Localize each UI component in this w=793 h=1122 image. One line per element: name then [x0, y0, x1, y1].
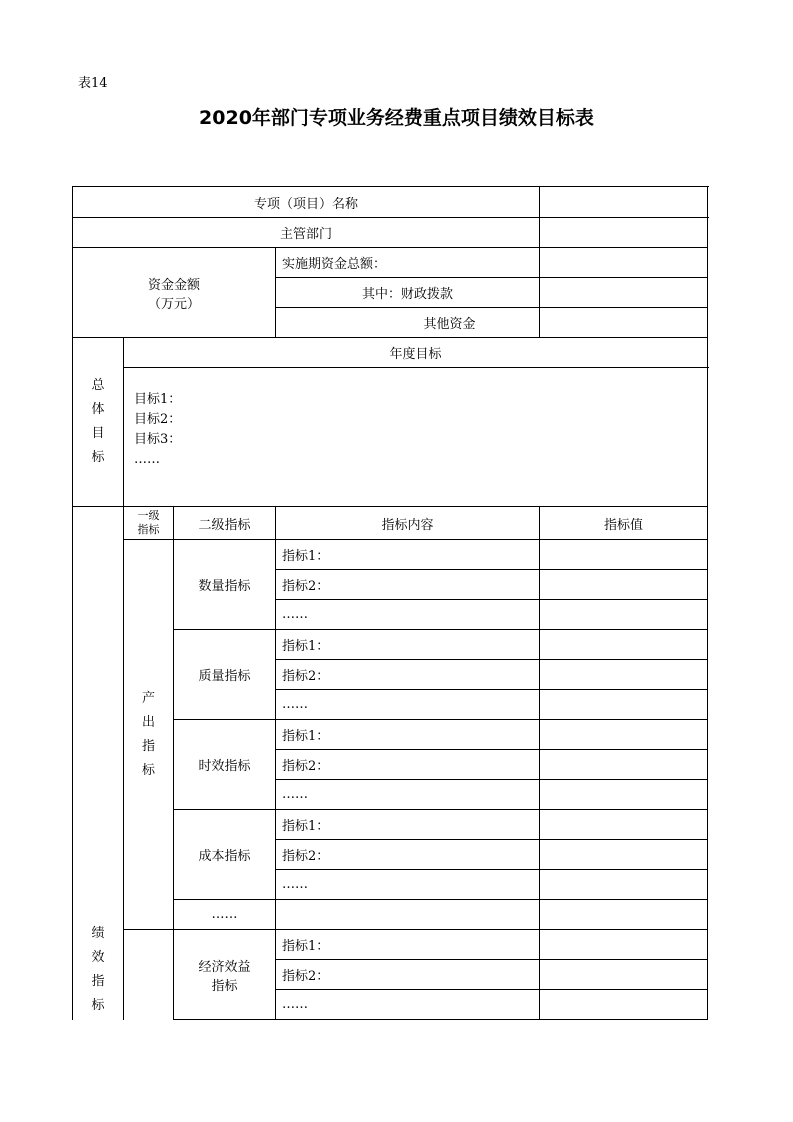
indicator-value-cell[interactable] — [540, 990, 708, 1020]
funding-fiscal-label: 其中：财政拨款 — [276, 278, 540, 308]
output-more-label: …… — [174, 900, 276, 930]
annual-goal-content[interactable] — [124, 368, 708, 507]
perf-label-char: 指 — [91, 973, 105, 989]
funding-label-line2: （万元） — [147, 296, 200, 312]
performance-target-table — [72, 186, 708, 1020]
indicator-value-cell[interactable] — [540, 630, 708, 660]
row-funding-total — [73, 248, 708, 278]
level1-header-line2: 指标 — [137, 523, 160, 536]
indicator-content-cell[interactable]: 指标2： — [276, 960, 540, 990]
indicator-value-cell[interactable] — [540, 600, 708, 630]
goal-line: 目标2： — [134, 412, 182, 427]
indicator-value-cell[interactable] — [540, 870, 708, 900]
document-title: 2020年部门专项业务经费重点项目绩效目标表 — [199, 107, 594, 129]
funding-other-value[interactable] — [540, 308, 708, 338]
indicator-content-cell[interactable]: …… — [276, 870, 540, 900]
funding-other-label: 其他资金 — [276, 308, 540, 338]
indicator-content-cell[interactable]: 指标1： — [276, 810, 540, 840]
project-name-label: 专项（项目）名称 — [73, 187, 540, 218]
indicator-content-cell[interactable]: 指标1： — [276, 930, 540, 960]
annual-goal-header: 年度目标 — [124, 338, 708, 368]
quantity-indicator-label: 数量指标 — [174, 540, 276, 630]
row-department — [73, 218, 708, 248]
goal-line: 目标1： — [134, 392, 182, 407]
economic-benefit-indicator-label — [174, 930, 276, 1020]
indicator-value-cell[interactable] — [540, 930, 708, 960]
indicator-value-cell[interactable] — [540, 840, 708, 870]
indicator-content-cell[interactable]: 指标1： — [276, 630, 540, 660]
table-number-label: 表14 — [78, 76, 108, 91]
indicator-content-cell[interactable] — [276, 900, 540, 930]
goal-line: …… — [134, 452, 160, 467]
perf-label-char: 效 — [91, 949, 105, 965]
row-indicator-headers — [73, 507, 708, 540]
indicator-content-cell[interactable]: …… — [276, 690, 540, 720]
row-project-name — [73, 187, 708, 218]
overall-goal-label — [73, 338, 124, 507]
project-name-value[interactable] — [540, 187, 708, 218]
funding-amount-label — [73, 248, 276, 338]
benefit-indicator-label — [124, 930, 174, 1020]
indicator-content-cell[interactable]: 指标2： — [276, 570, 540, 600]
funding-total-label: 实施期资金总额： — [276, 248, 540, 278]
output-indicator-label — [124, 540, 174, 930]
quality-indicator-label: 质量指标 — [174, 630, 276, 720]
output-label-char: 产 — [141, 690, 155, 706]
row-quantity-1 — [73, 540, 708, 570]
output-label-char: 出 — [141, 714, 155, 730]
funding-label-line1: 资金金额 — [147, 277, 200, 293]
goal-line: 目标3： — [134, 432, 182, 447]
indicator-content-cell[interactable]: 指标1： — [276, 720, 540, 750]
indicator-content-cell[interactable]: …… — [276, 990, 540, 1020]
indicator-value-cell[interactable] — [540, 720, 708, 750]
overall-goal-char: 目 — [91, 426, 105, 441]
row-annual-goal-header — [73, 338, 708, 368]
indicator-value-cell[interactable] — [540, 660, 708, 690]
level2-indicator-header: 二级指标 — [174, 507, 276, 540]
indicator-content-cell[interactable]: 指标2： — [276, 750, 540, 780]
indicator-value-cell[interactable] — [540, 780, 708, 810]
indicator-value-cell[interactable] — [540, 750, 708, 780]
funding-fiscal-value[interactable] — [540, 278, 708, 308]
perf-label-char: 绩 — [91, 925, 105, 941]
overall-goal-char: 标 — [91, 450, 105, 465]
perf-label-char: 标 — [91, 997, 105, 1013]
indicator-content-cell[interactable]: 指标2： — [276, 660, 540, 690]
level1-header-line1: 一级 — [137, 509, 160, 522]
row-economic-1 — [73, 930, 708, 960]
indicator-content-cell[interactable]: …… — [276, 780, 540, 810]
output-label-char: 标 — [141, 762, 155, 778]
performance-indicator-label — [73, 507, 124, 1020]
level1-indicator-header — [124, 507, 174, 540]
funding-total-value[interactable] — [540, 248, 708, 278]
indicator-content-header: 指标内容 — [276, 507, 540, 540]
cost-indicator-label: 成本指标 — [174, 810, 276, 900]
indicator-value-cell[interactable] — [540, 540, 708, 570]
indicator-value-cell[interactable] — [540, 960, 708, 990]
economic-label-line1: 经济效益 — [198, 959, 251, 975]
indicator-content-cell[interactable]: 指标2： — [276, 840, 540, 870]
overall-goal-char: 体 — [91, 402, 105, 417]
timeliness-indicator-label: 时效指标 — [174, 720, 276, 810]
output-label-char: 指 — [141, 738, 155, 754]
indicator-value-header: 指标值 — [540, 507, 708, 540]
indicator-value-cell[interactable] — [540, 690, 708, 720]
row-annual-goals — [73, 368, 708, 507]
economic-label-line2: 指标 — [211, 978, 238, 994]
overall-goal-char: 总 — [91, 378, 105, 393]
indicator-content-cell[interactable]: 指标1： — [276, 540, 540, 570]
indicator-content-cell[interactable]: …… — [276, 600, 540, 630]
indicator-value-cell[interactable] — [540, 900, 708, 930]
department-label: 主管部门 — [73, 218, 540, 248]
indicator-value-cell[interactable] — [540, 570, 708, 600]
indicator-value-cell[interactable] — [540, 810, 708, 840]
department-value[interactable] — [540, 218, 708, 248]
